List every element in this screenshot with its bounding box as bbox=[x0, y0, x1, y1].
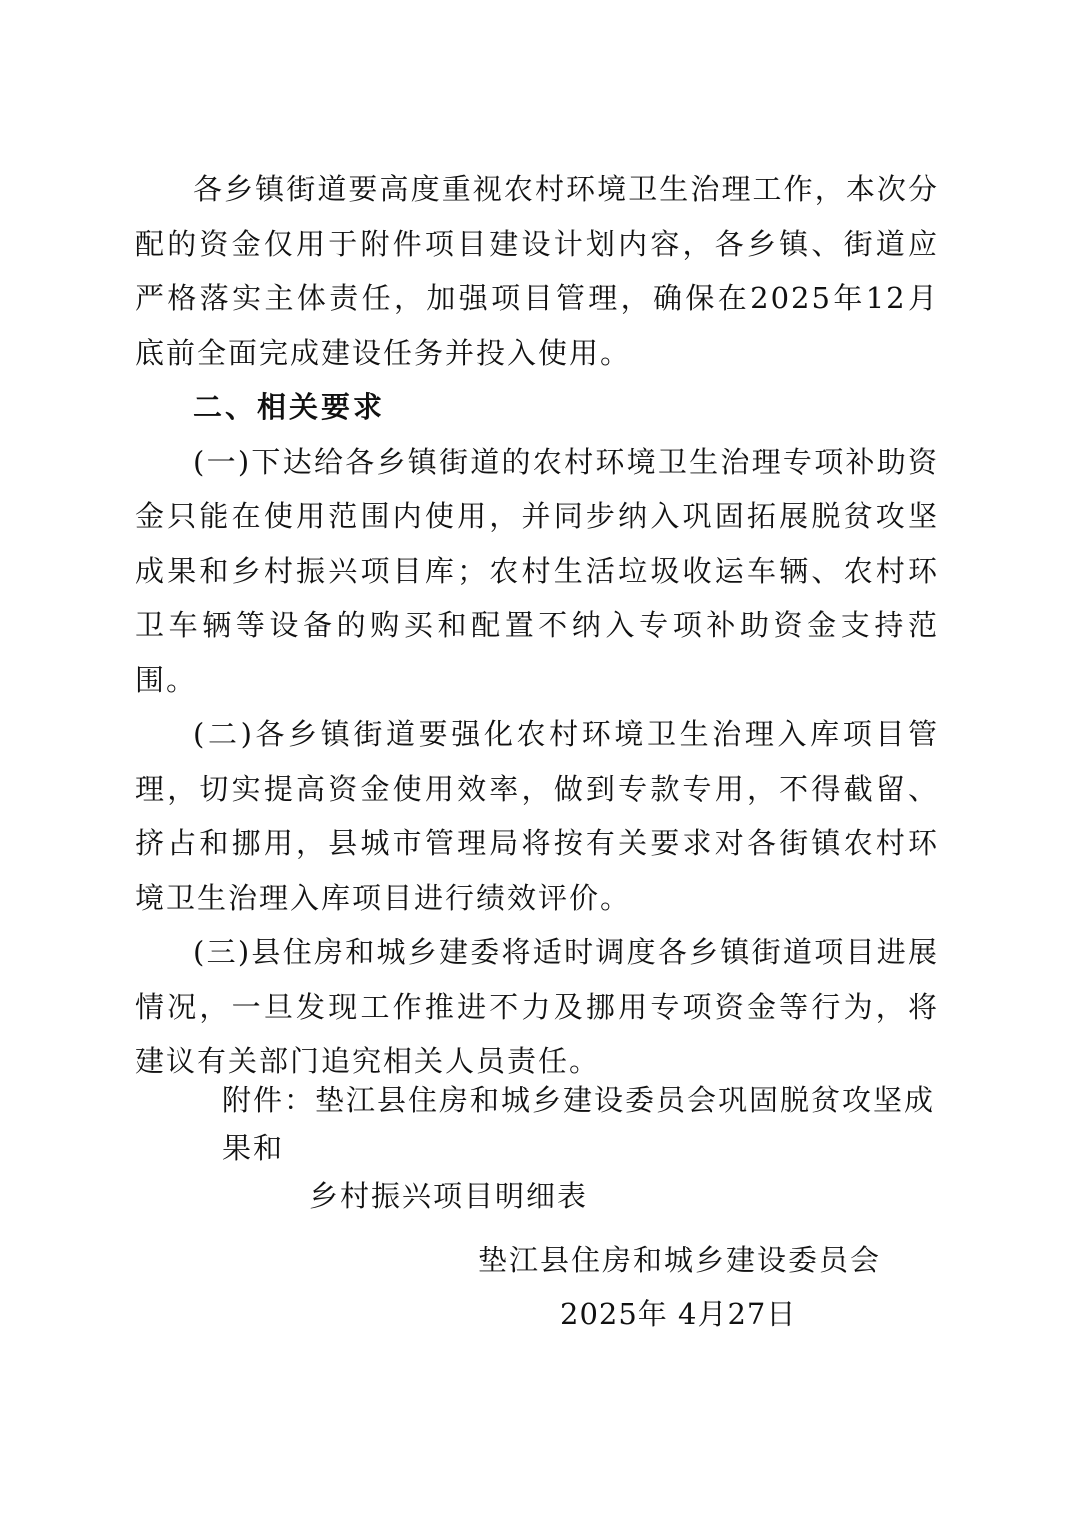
signature-date: 2025年 4月27日 bbox=[560, 1297, 797, 1331]
section-heading: 二、相关要求 bbox=[193, 390, 386, 424]
attachment-title-line2: 乡村振兴项目明细表 bbox=[309, 1179, 589, 1213]
attachment-title-line1: 垫江县住房和城乡建设委员会巩固脱贫攻坚成果和 bbox=[222, 1083, 936, 1165]
signature-organization: 垫江县住房和城乡建设委员会 bbox=[478, 1243, 882, 1277]
attachment-label: 附件： bbox=[222, 1083, 316, 1117]
requirement-paragraph-3: (三)县住房和城乡建委将适时调度各乡镇街道项目进展情况，一旦发现工作推进不力及挪用专项资金等行为，将建议有关部门追究相关人员责任。 bbox=[135, 935, 939, 1078]
intro-paragraph: 各乡镇街道要高度重视农村环境卫生治理工作，本次分配的资金仅用于附件项目建设计划内容，各乡镇、街道应严格落实主体责任，加强项目管理，确保在2025年12月底前全面完成建设任务并投入使用。 bbox=[135, 172, 939, 370]
attachment-note bbox=[222, 1076, 962, 1220]
requirement-paragraph-2: (二)各乡镇街道要强化农村环境卫生治理入库项目管理，切实提高资金使用效率，做到专款专用，不得截留、挤占和挪用，县城市管理局将按有关要求对各街镇农村环境卫生治理入库项目进行绩效评价。 bbox=[135, 717, 939, 915]
requirement-paragraph-1: (一)下达给各乡镇街道的农村环境卫生治理专项补助资金只能在使用范围内使用，并同步纳入巩固拓展脱贫攻坚成果和乡村振兴项目库；农村生活垃圾收运车辆、农村环卫车辆等设备的购买和配置不纳入专项补助资金支持范围。 bbox=[135, 444, 939, 697]
document-body bbox=[135, 162, 939, 1089]
